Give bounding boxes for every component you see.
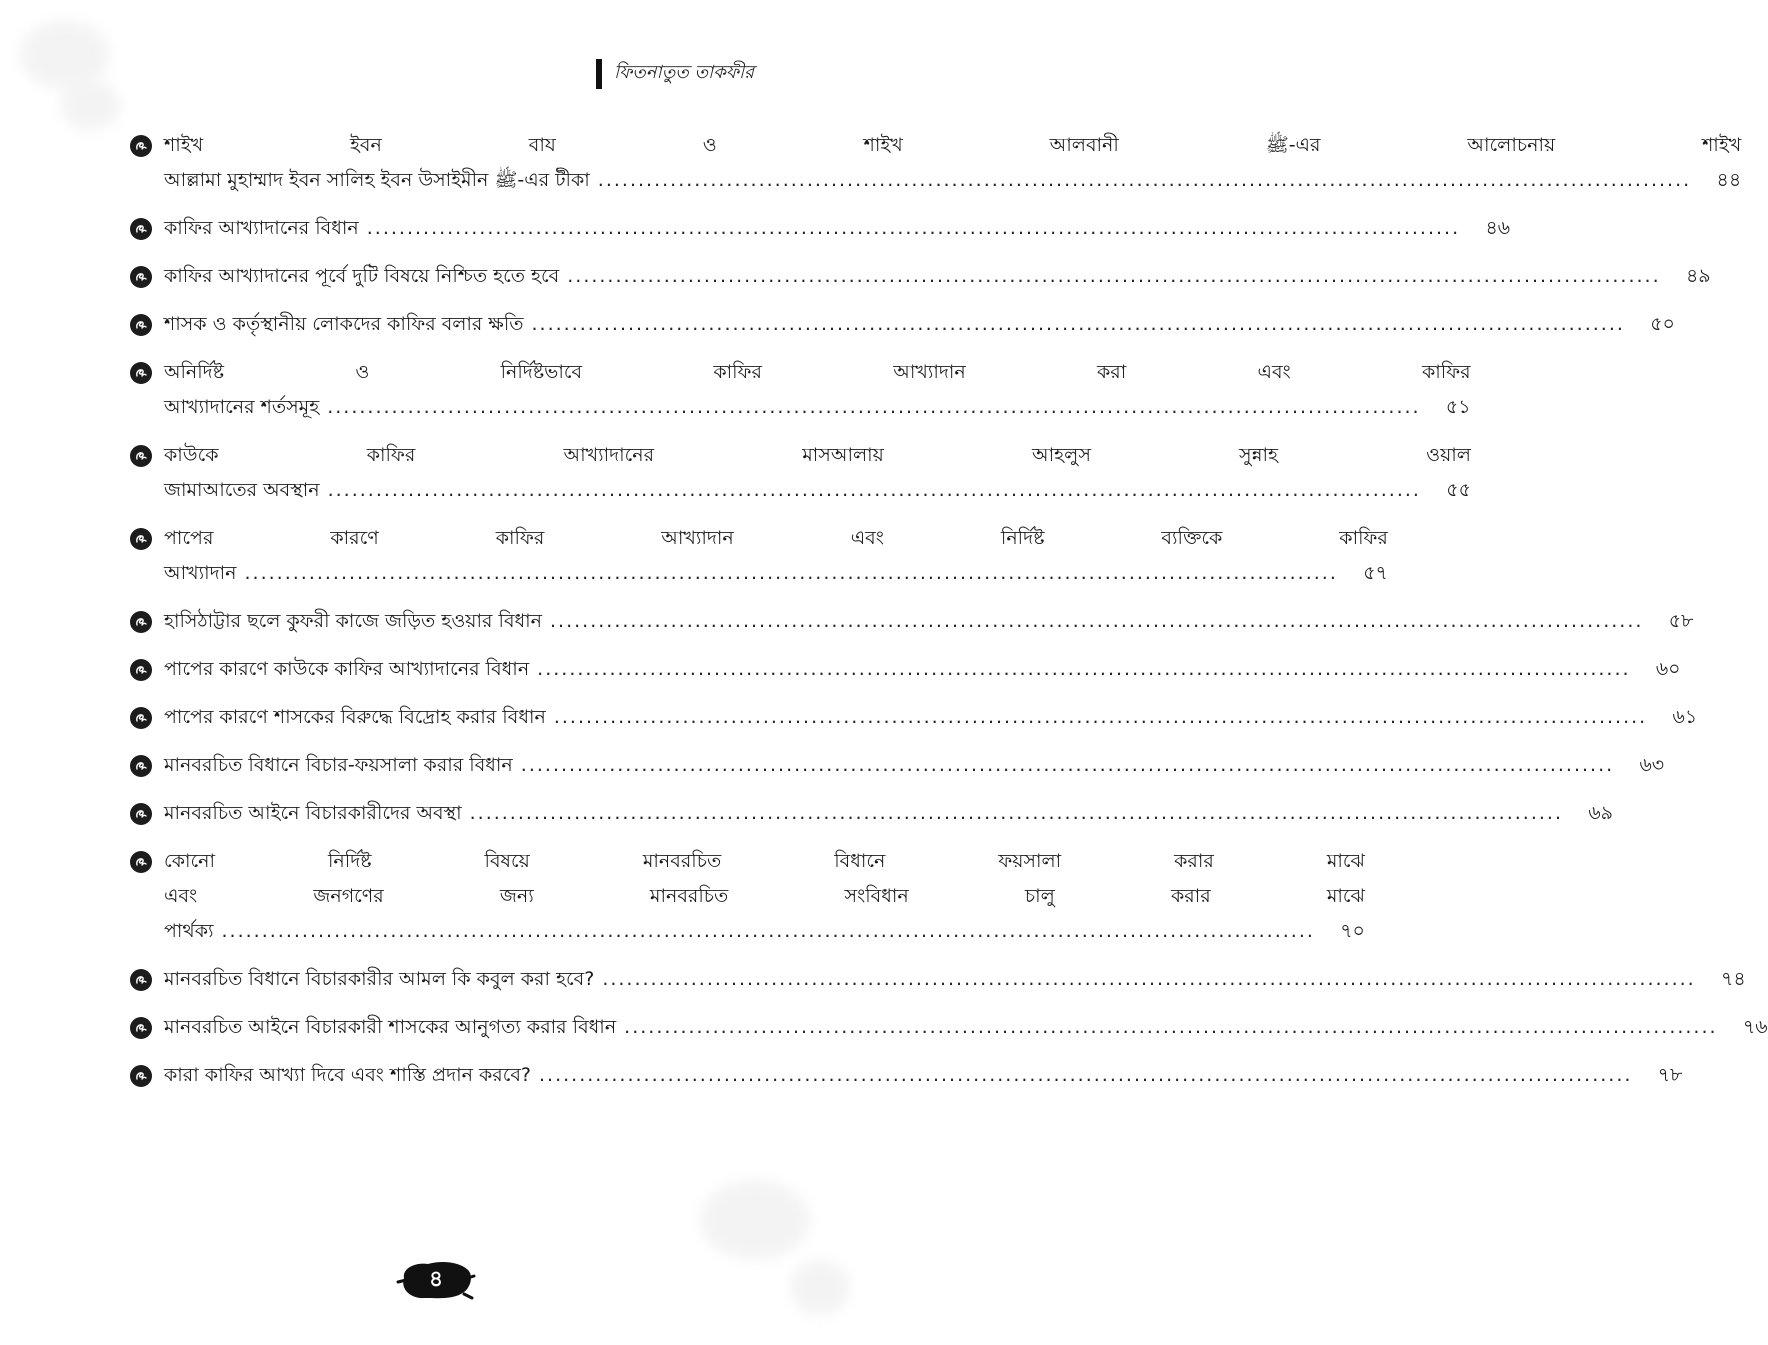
- toc-entry-title: পাপের কারণে কাউকে কাফির আখ্যাদানের বিধান: [164, 658, 530, 680]
- toc-entry-title-line: অনির্দিষ্ট ও নির্দিষ্টভাবে কাফির আখ্যাদান করা এবং কাফির: [164, 361, 1471, 383]
- toc-entry-last-line: [164, 604, 1693, 639]
- toc-entry-body: [164, 355, 1471, 425]
- toc-page-number: ৪৯: [1685, 265, 1711, 287]
- toc-entry-body: [164, 748, 1664, 783]
- toc-entry-title: আল্লামা মুহাম্মাদ ইবন সালিহ ইবন উসাইমীন ﷺ-এর টীকা: [164, 169, 590, 191]
- toc-entry-title: মানবরচিত বিধানে বিচারকারীর আমল কি কবুল করা হবে?: [164, 968, 595, 990]
- calligraphy-bullet-icon: [130, 218, 152, 240]
- toc-entry-title: শাসক ও কর্তৃস্থানীয় লোকদের কাফির বলার ক্ষতি: [164, 313, 524, 335]
- toc-entry[interactable]: [130, 259, 1711, 294]
- calligraphy-bullet-icon: [130, 707, 152, 729]
- toc-entry[interactable]: [130, 604, 1694, 639]
- toc-entry-title-line: এবং জনগণের জন্য মানবরচিত সংবিধান চালু করার মাঝে: [164, 885, 1365, 907]
- toc-entry-title-line: কোনো নির্দিষ্ট বিষয়ে মানবরচিত বিধানে ফয়সালা করার মাঝে: [164, 850, 1365, 872]
- dot-leader: [550, 604, 1643, 639]
- toc-entry[interactable]: [130, 748, 1665, 783]
- toc-page-number: ৬০: [1655, 658, 1681, 680]
- toc-entry-title: মানবরচিত বিধানে বিচার-ফয়সালা করার বিধান: [164, 754, 513, 776]
- toc-entry-title: পাপের কারণে শাসকের বিরুদ্ধে বিদ্রোহ করার বিধান: [164, 706, 546, 728]
- toc-entry-body: [164, 259, 1711, 294]
- toc-entry-last-line: [164, 211, 1510, 246]
- toc-entry-title: কাফির আখ্যাদানের পূর্বে দুটি বিষয়ে নিশ্চিত হতে হবে: [164, 265, 560, 287]
- page-number: ৪: [428, 1266, 444, 1292]
- toc-entry-body: [164, 211, 1510, 246]
- toc-entry-body: [164, 128, 1741, 198]
- toc-page-number: ৫১: [1445, 396, 1471, 418]
- toc-entry-body: [164, 604, 1693, 639]
- calligraphy-bullet-icon: [130, 659, 152, 681]
- toc-entry-last-line: [164, 390, 1471, 425]
- dot-leader: [539, 1058, 1632, 1093]
- dot-leader: [602, 962, 1695, 997]
- toc-entry-body: [164, 844, 1365, 949]
- toc-entry[interactable]: [130, 652, 1681, 687]
- calligraphy-bullet-icon: [130, 851, 152, 873]
- toc-entry[interactable]: [130, 1058, 1683, 1093]
- toc-entry-body: [164, 307, 1675, 342]
- background-splash: [20, 20, 110, 90]
- toc-entry-body: [164, 438, 1471, 508]
- calligraphy-bullet-icon: [130, 528, 152, 550]
- calligraphy-bullet-icon: [130, 1065, 152, 1087]
- toc-entry[interactable]: [130, 307, 1675, 342]
- toc-page-number: ৭৮: [1657, 1064, 1683, 1086]
- calligraphy-bullet-icon: [130, 135, 152, 157]
- background-splash: [60, 80, 120, 130]
- toc-page-number: ৫৭: [1363, 562, 1388, 584]
- dot-leader: [567, 259, 1660, 294]
- dot-leader: [328, 473, 1421, 508]
- toc-entry-last-line: [164, 1058, 1682, 1093]
- toc-entry-last-line: [164, 1010, 1768, 1045]
- toc-entry-title: জামাআতের অবস্থান: [164, 479, 320, 501]
- toc-entry[interactable]: [130, 1010, 1768, 1045]
- toc-entry-title: মানবরচিত আইনে বিচারকারী শাসকের আনুগত্য করার বিধান: [164, 1016, 617, 1038]
- dot-leader: [532, 307, 1625, 342]
- toc-entry[interactable]: [130, 521, 1388, 591]
- dot-leader: [554, 700, 1647, 735]
- table-of-contents: [130, 128, 1768, 1106]
- toc-entry-title-line: পাপের কারণে কাফির আখ্যাদান এবং নির্দিষ্ট ব্যক্তিকে কাফির: [164, 527, 1388, 549]
- toc-page-number: ৭৬: [1742, 1016, 1768, 1038]
- header-bar: [596, 59, 602, 89]
- toc-entry[interactable]: [130, 438, 1471, 508]
- calligraphy-bullet-icon: [130, 969, 152, 991]
- dot-leader: [598, 163, 1691, 198]
- toc-entry-body: [164, 1010, 1768, 1045]
- toc-entry-last-line: [164, 748, 1664, 783]
- toc-entry-title: পার্থক্য: [164, 920, 214, 942]
- toc-entry-body: [164, 796, 1613, 831]
- calligraphy-bullet-icon: [130, 266, 152, 288]
- calligraphy-bullet-icon: [130, 755, 152, 777]
- toc-page-number: ৭৪: [1721, 968, 1746, 990]
- toc-page-number: ৭০: [1340, 920, 1365, 942]
- toc-page-number: ৬১: [1672, 706, 1698, 728]
- dot-leader: [222, 914, 1315, 949]
- toc-entry-body: [164, 962, 1746, 997]
- dot-leader: [245, 556, 1338, 591]
- toc-entry-title: কাফির আখ্যাদানের বিধান: [164, 217, 359, 239]
- toc-entry-last-line: [164, 962, 1746, 997]
- toc-page-number: ৫৫: [1446, 479, 1471, 501]
- calligraphy-bullet-icon: [130, 445, 152, 467]
- dot-leader: [624, 1010, 1717, 1045]
- calligraphy-bullet-icon: [130, 1017, 152, 1039]
- toc-entry-last-line: [164, 700, 1697, 735]
- toc-entry-body: [164, 700, 1697, 735]
- toc-entry-last-line: [164, 796, 1613, 831]
- toc-entry-last-line: [164, 652, 1681, 687]
- calligraphy-bullet-icon: [130, 314, 152, 336]
- toc-entry-last-line: [164, 914, 1365, 949]
- toc-entry-title: আখ্যাদান: [164, 562, 237, 584]
- toc-entry[interactable]: [130, 128, 1742, 198]
- toc-entry-body: [164, 652, 1681, 687]
- toc-entry-last-line: [164, 259, 1711, 294]
- dot-leader: [367, 211, 1460, 246]
- toc-entry-title: মানবরচিত আইনে বিচারকারীদের অবস্থা: [164, 802, 462, 824]
- toc-entry-title-line: শাইখ ইবন বায ও শাইখ আলবানী ﷺ-এর আলোচনায় শাইখ: [164, 134, 1742, 156]
- toc-entry-title-line: কাউকে কাফির আখ্যাদানের মাসআলায় আহলুস সুন্নাহ ওয়াল: [164, 444, 1471, 466]
- dot-leader: [470, 796, 1563, 831]
- toc-entry[interactable]: [130, 844, 1365, 949]
- toc-entry[interactable]: [130, 796, 1613, 831]
- toc-page-number: ৬৯: [1588, 802, 1613, 824]
- toc-page-number: ৪৬: [1485, 217, 1511, 239]
- toc-page-number: ৬৩: [1639, 754, 1665, 776]
- toc-entry-last-line: [164, 163, 1741, 198]
- toc-entry[interactable]: [130, 355, 1471, 425]
- running-header: [596, 58, 754, 89]
- calligraphy-bullet-icon: [130, 611, 152, 633]
- toc-entry-last-line: [164, 556, 1388, 591]
- calligraphy-bullet-icon: [130, 362, 152, 384]
- dot-leader: [537, 652, 1630, 687]
- background-splash: [700, 1180, 810, 1260]
- page-number-badge: [398, 1258, 474, 1302]
- dot-leader: [521, 748, 1614, 783]
- toc-entry-title: হাসিঠাট্টার ছলে কুফরী কাজে জড়িত হওয়ার বিধান: [164, 610, 543, 632]
- book-title: ফিতনাতুত তাকফীর: [614, 62, 755, 83]
- toc-entry-body: [164, 521, 1388, 591]
- background-splash: [790, 1260, 850, 1315]
- toc-entry[interactable]: [130, 962, 1746, 997]
- toc-page-number: ৫৮: [1668, 610, 1694, 632]
- dot-leader: [327, 390, 1420, 425]
- toc-page-number: ৪৪: [1716, 169, 1742, 191]
- toc-entry-last-line: [164, 473, 1471, 508]
- toc-entry[interactable]: [130, 700, 1698, 735]
- toc-entry-last-line: [164, 307, 1675, 342]
- calligraphy-bullet-icon: [130, 803, 152, 825]
- toc-entry-title: কারা কাফির আখ্যা দিবে এবং শাস্তি প্রদান করবে?: [164, 1064, 532, 1086]
- toc-page-number: ৫০: [1650, 313, 1675, 335]
- toc-entry-body: [164, 1058, 1682, 1093]
- toc-entry[interactable]: [130, 211, 1511, 246]
- toc-entry-title: আখ্যাদানের শর্তসমূহ: [164, 396, 320, 418]
